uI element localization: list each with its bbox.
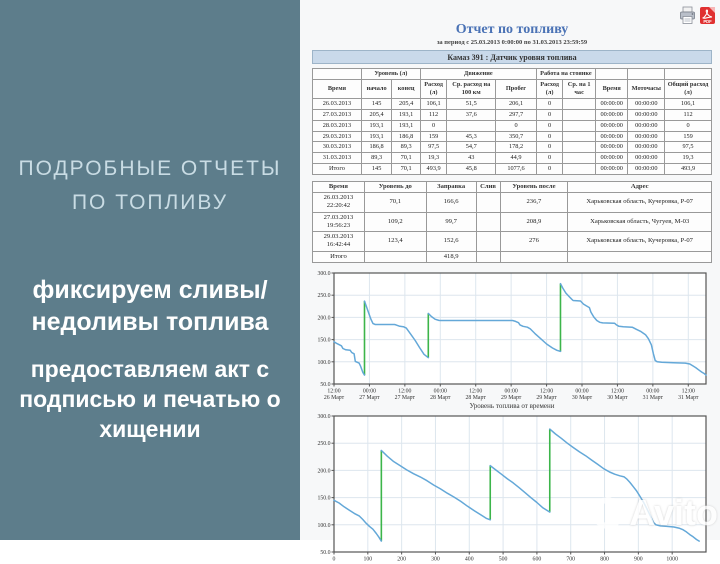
svg-text:31 Март: 31 Март <box>642 394 664 401</box>
table-cell: 44,9 <box>496 153 537 164</box>
svg-text:00:00: 00:00 <box>504 388 518 395</box>
table-cell: 00:00:00 <box>628 120 665 131</box>
table-header-cell: Уровень до <box>364 181 426 192</box>
svg-text:30 Март: 30 Март <box>571 394 593 401</box>
table-cell: 0 <box>536 131 562 142</box>
svg-text:50.0: 50.0 <box>320 381 331 388</box>
table-cell: 97,5 <box>420 142 446 153</box>
table-cell <box>568 251 712 262</box>
table-cell: 26.03.2013 22:20:42 <box>313 193 365 212</box>
svg-text:00:00: 00:00 <box>433 388 447 395</box>
table-row <box>313 120 712 131</box>
table-cell: 109,2 <box>364 212 426 231</box>
table-header-cell: Слив <box>476 181 500 192</box>
report-toolbar <box>679 6 716 25</box>
table-cell: 193,1 <box>392 109 420 120</box>
svg-text:500: 500 <box>498 556 508 563</box>
panel-heading <box>0 152 300 219</box>
table-cell: 186,8 <box>361 142 392 153</box>
table-header-cell: Время <box>313 181 365 192</box>
table-cell: 19,3 <box>665 153 712 164</box>
table-cell: 00:00:00 <box>595 164 628 175</box>
table-cell: 31.03.2013 <box>313 153 362 164</box>
svg-text:700: 700 <box>566 556 576 563</box>
table-header-cell: конец <box>392 80 420 99</box>
table-row <box>313 232 712 251</box>
table-cell: 30.03.2013 <box>313 142 362 153</box>
svg-text:250.0: 250.0 <box>317 293 331 300</box>
svg-text:100.0: 100.0 <box>317 522 331 529</box>
table-cell: 493,9 <box>420 164 446 175</box>
svg-text:200.0: 200.0 <box>317 468 331 475</box>
svg-text:29 Март: 29 Март <box>536 394 557 401</box>
table-cell: 112 <box>420 109 446 120</box>
table-row <box>313 251 712 262</box>
table-cell: 70,1 <box>364 193 426 212</box>
table-header-cell: Работа на стоянке <box>536 69 595 80</box>
svg-text:900: 900 <box>634 556 643 563</box>
watermark-text: Avito <box>629 492 718 533</box>
table-header-cell: Время <box>313 80 362 99</box>
table-row <box>313 164 712 175</box>
report-title: Отчет по топливу <box>455 22 569 37</box>
svg-text:12:00: 12:00 <box>681 388 695 395</box>
svg-text:26 Март: 26 Март <box>323 394 345 401</box>
table-cell: 0 <box>536 142 562 153</box>
table-cell: 00:00:00 <box>628 109 665 120</box>
table-cell: 112 <box>665 109 712 120</box>
svg-text:400: 400 <box>464 556 474 563</box>
table-header-cell: Моточасы <box>628 80 665 99</box>
fuel-distance-chart <box>312 412 710 564</box>
panel-heading-line2: ПО ТОПЛИВУ <box>71 190 229 214</box>
svg-text:12:00: 12:00 <box>398 388 412 395</box>
table-cell: 19,3 <box>420 153 446 164</box>
svg-text:00:00: 00:00 <box>646 388 660 395</box>
table-cell: 106,1 <box>665 98 712 109</box>
table-row <box>313 193 712 212</box>
table-cell: 45,3 <box>447 131 496 142</box>
table-cell: 186,8 <box>392 131 420 142</box>
table-cell: 0 <box>536 164 562 175</box>
svg-text:27 Март: 27 Март <box>359 394 380 401</box>
vehicle-header-bar: Камаз 391 : Датчик уровня топлива <box>312 50 712 64</box>
svg-text:150.0: 150.0 <box>317 337 331 344</box>
table-header-cell: Ср. на 1 час <box>563 80 596 99</box>
svg-text:0: 0 <box>332 556 336 563</box>
table-cell <box>476 232 500 251</box>
table-cell: 00:00:00 <box>628 131 665 142</box>
panel-point-record-drains <box>0 274 300 338</box>
table-cell: 193,1 <box>392 120 420 131</box>
left-panel <box>0 0 300 540</box>
svg-text:00:00: 00:00 <box>575 388 589 395</box>
daily-table-header-row <box>313 80 712 99</box>
table-cell: 418,9 <box>426 251 476 262</box>
table-cell: 205,4 <box>361 109 392 120</box>
table-header-cell: Пробег <box>496 80 537 99</box>
table-cell: 0 <box>536 153 562 164</box>
table-cell: Харьковская область, Чугуев, М-03 <box>568 212 712 231</box>
table-cell: 00:00:00 <box>595 120 628 131</box>
table-header-cell: Движение <box>420 69 536 80</box>
svg-text:100.0: 100.0 <box>317 359 331 366</box>
svg-text:PDF: PDF <box>703 19 712 25</box>
table-cell: 0 <box>420 120 446 131</box>
table-cell: 00:00:00 <box>628 142 665 153</box>
table-header-cell: начало <box>361 80 392 99</box>
table-cell: 145 <box>361 164 392 175</box>
table-cell: 166,6 <box>426 193 476 212</box>
table-header-cell: Общий расход (л) <box>665 80 712 99</box>
table-header-cell: Уровень после <box>500 181 568 192</box>
table-cell: 70,1 <box>392 153 420 164</box>
fuel-report <box>300 0 720 563</box>
table-cell: 70,1 <box>392 164 420 175</box>
table-cell: 29.03.2013 16:42:44 <box>313 232 365 251</box>
daily-table-body <box>313 98 712 174</box>
svg-text:200.0: 200.0 <box>317 315 331 322</box>
svg-text:250.0: 250.0 <box>317 441 331 448</box>
table-cell: 00:00:00 <box>595 153 628 164</box>
svg-text:300: 300 <box>431 556 440 563</box>
fuel-time-chart <box>312 269 710 401</box>
table-cell: 1077,6 <box>496 164 537 175</box>
table-row <box>313 131 712 142</box>
table-cell: 27.03.2013 <box>313 109 362 120</box>
table-cell: 159 <box>420 131 446 142</box>
table-cell: 00:00:00 <box>595 142 628 153</box>
printer-icon[interactable] <box>679 6 696 25</box>
table-cell: 51,5 <box>447 98 496 109</box>
table-cell: 208,9 <box>500 212 568 231</box>
table-cell <box>476 251 500 262</box>
table-cell: 00:00:00 <box>595 131 628 142</box>
table-cell: 00:00:00 <box>628 98 665 109</box>
svg-text:12:00: 12:00 <box>327 388 341 395</box>
table-cell: 00:00:00 <box>595 98 628 109</box>
table-cell: 0 <box>536 109 562 120</box>
table-cell: 27.03.2013 19:56:23 <box>313 212 365 231</box>
table-cell: 297,7 <box>496 109 537 120</box>
table-cell: 00:00:00 <box>595 109 628 120</box>
table-cell: 123,4 <box>364 232 426 251</box>
table-cell: 193,1 <box>361 120 392 131</box>
table-cell: 89,3 <box>361 153 392 164</box>
table-cell: 45,8 <box>447 164 496 175</box>
table-row <box>313 212 712 231</box>
table-cell: Итого <box>313 251 365 262</box>
svg-text:00:00: 00:00 <box>362 388 377 395</box>
table-cell: 276 <box>500 232 568 251</box>
panel-point1-line1: фиксируем сливы/ <box>32 276 268 304</box>
table-header-cell: Ср. расход на 100 км <box>447 80 496 99</box>
table-header-cell: Расход (л) <box>536 80 562 99</box>
table-row <box>313 109 712 120</box>
table-cell: 26.03.2013 <box>313 98 362 109</box>
table-cell <box>476 193 500 212</box>
report-period: за период с 25.03.2013 0:00:00 по 31.03.2013 23:59:59 <box>436 39 588 47</box>
table-cell: 00:00:00 <box>628 153 665 164</box>
fuel-distance-chart-wrap <box>312 412 712 564</box>
svg-text:12:00: 12:00 <box>539 388 554 395</box>
table-header-cell <box>313 69 362 80</box>
table-header-cell: Расход (л) <box>420 80 446 99</box>
table-header-cell: Время <box>595 80 628 99</box>
table-cell <box>563 98 596 109</box>
table-cell: 0 <box>665 120 712 131</box>
table-header-cell <box>665 69 712 80</box>
daily-table-group-header-row <box>313 69 712 80</box>
svg-text:200: 200 <box>397 556 406 563</box>
panel-point1-line2: недоливы топлива <box>31 308 269 336</box>
table-cell: 0 <box>536 120 562 131</box>
table-header-cell <box>628 69 665 80</box>
pdf-icon[interactable] <box>699 6 716 25</box>
table-cell: 159 <box>665 131 712 142</box>
table-cell: 97,5 <box>665 142 712 153</box>
svg-text:27 Март: 27 Март <box>394 394 416 401</box>
refuel-table <box>312 181 712 263</box>
table-cell <box>563 164 596 175</box>
svg-text:31 Март: 31 Март <box>678 394 699 401</box>
table-cell: Итого <box>313 164 362 175</box>
table-cell: Харьковская область, Кучеровка, Р-07 <box>568 193 712 212</box>
table-cell: 145 <box>361 98 392 109</box>
table-cell: 205,4 <box>392 98 420 109</box>
svg-text:30 Март: 30 Март <box>607 394 628 401</box>
table-cell: 43 <box>447 153 496 164</box>
table-header-cell: Уровень (л) <box>361 69 420 80</box>
table-cell: 178,2 <box>496 142 537 153</box>
svg-text:1000: 1000 <box>666 556 678 563</box>
svg-text:12:00: 12:00 <box>469 388 483 395</box>
table-header-cell: Адрес <box>568 181 712 192</box>
panel-heading-line1: ПОДРОБНЫЕ ОТЧЕТЫ <box>18 157 282 180</box>
daily-consumption-table <box>312 68 712 175</box>
table-row <box>313 153 712 164</box>
table-cell <box>364 251 426 262</box>
table-cell: Харьковская область, Кучеровка, Р-07 <box>568 232 712 251</box>
table-cell: 0 <box>536 98 562 109</box>
svg-text:300.0: 300.0 <box>317 413 331 420</box>
table-cell <box>476 212 500 231</box>
table-cell <box>500 251 568 262</box>
table-cell: 0 <box>496 120 537 131</box>
table-cell: 37,6 <box>447 109 496 120</box>
table-cell: 206,1 <box>496 98 537 109</box>
table-cell <box>563 142 596 153</box>
table-cell: 28.03.2013 <box>313 120 362 131</box>
refuel-table-header-row <box>313 181 712 192</box>
svg-text:100: 100 <box>363 556 373 563</box>
table-row <box>313 142 712 153</box>
fuel-time-chart-caption: Уровень топлива от времени <box>469 401 555 410</box>
table-cell: 493,9 <box>665 164 712 175</box>
svg-text:28 Март: 28 Март <box>430 394 451 401</box>
svg-text:800: 800 <box>600 556 609 563</box>
table-cell: 152,6 <box>426 232 476 251</box>
panel-point-theft-act: предоставляем акт с подписью и печатью о хищении <box>19 356 281 442</box>
table-row <box>313 98 712 109</box>
table-cell <box>563 120 596 131</box>
table-cell: 29.03.2013 <box>313 131 362 142</box>
svg-text:12:00: 12:00 <box>610 388 625 395</box>
table-cell <box>563 153 596 164</box>
fuel-time-chart-wrap <box>312 269 712 410</box>
table-cell <box>563 109 596 120</box>
table-cell: 236,7 <box>500 193 568 212</box>
table-cell: 350,7 <box>496 131 537 142</box>
table-cell: 54,7 <box>447 142 496 153</box>
svg-text:600: 600 <box>532 556 542 563</box>
refuel-table-body <box>313 193 712 263</box>
table-cell: 193,1 <box>361 131 392 142</box>
svg-text:28 Март: 28 Март <box>465 394 486 401</box>
table-cell <box>447 120 496 131</box>
table-header-cell <box>595 69 628 80</box>
svg-text:29 Март: 29 Март <box>500 394 522 401</box>
table-cell <box>563 131 596 142</box>
table-header-cell: Заправка <box>426 181 476 192</box>
svg-text:150.0: 150.0 <box>317 495 331 502</box>
table-cell: 00:00:00 <box>628 164 665 175</box>
table-cell: 99,7 <box>426 212 476 231</box>
table-cell: 89,3 <box>392 142 420 153</box>
table-cell: 106,1 <box>420 98 446 109</box>
svg-text:300.0: 300.0 <box>317 270 331 277</box>
svg-text:50.0: 50.0 <box>320 549 331 556</box>
